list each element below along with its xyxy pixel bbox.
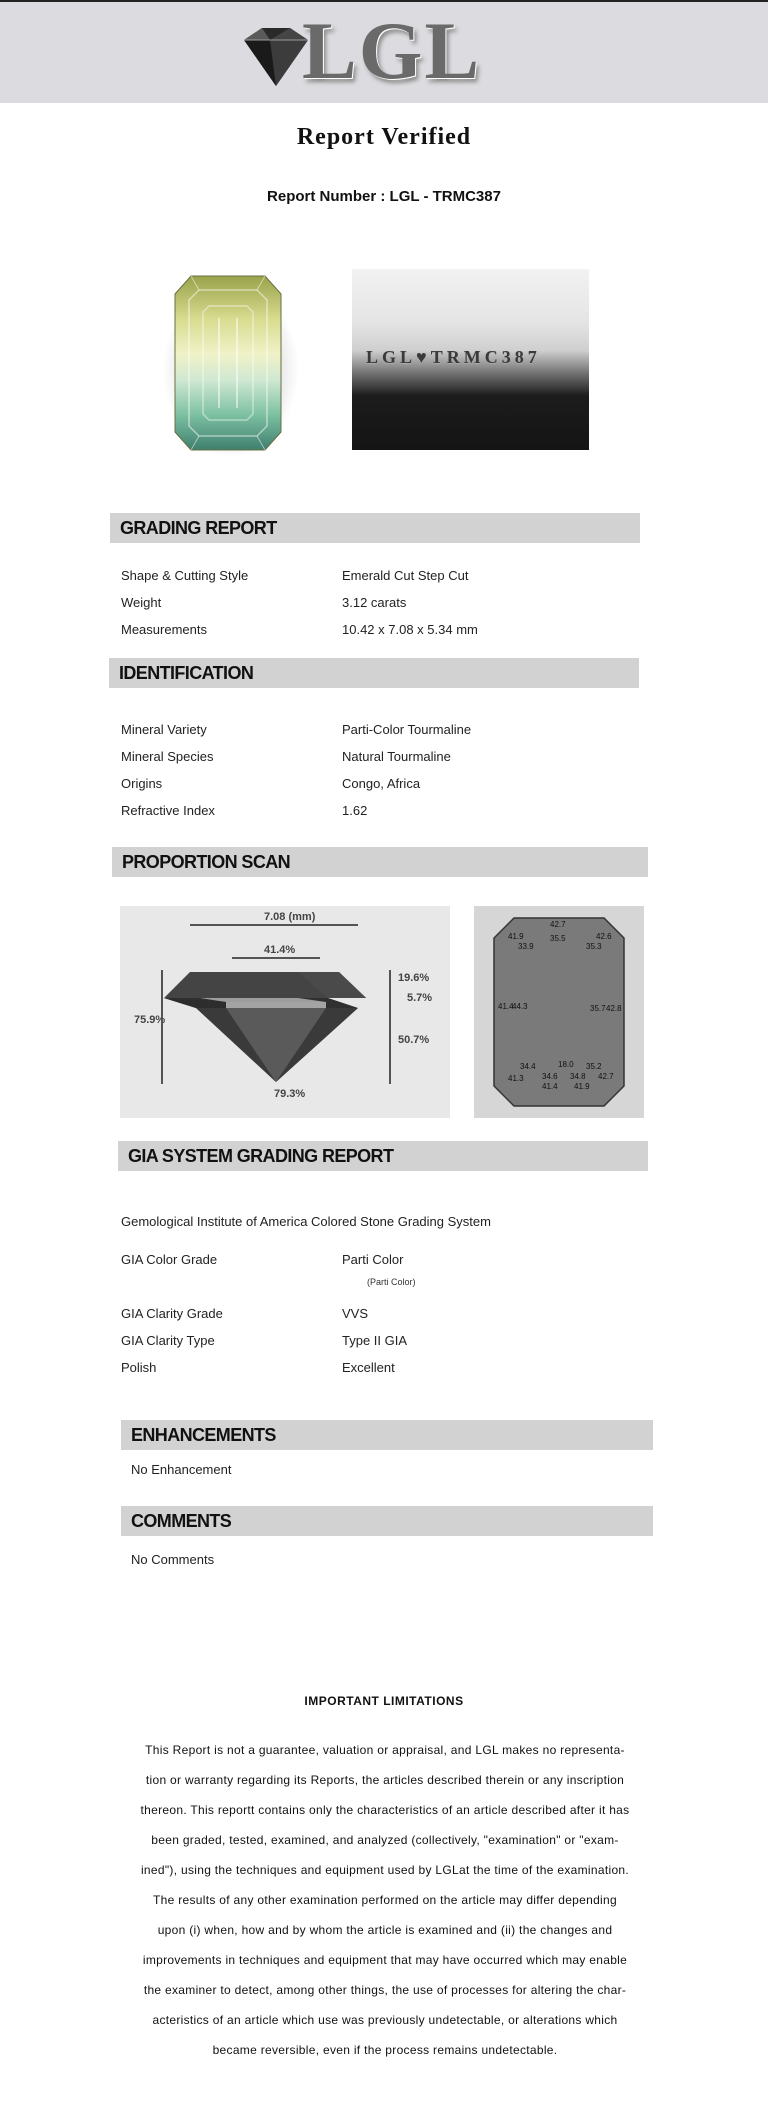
inscription-text: LGL♥TRMC387 (366, 347, 541, 367)
limitations-body (120, 1735, 650, 2065)
row-label: Weight (121, 595, 162, 610)
top-view-diagram (474, 906, 644, 1118)
limitations-line: The results of any other examination performed on the article may differ depending (153, 1893, 617, 1907)
row-value: Congo, Africa (342, 776, 421, 791)
row-label: GIA Color Grade (121, 1252, 218, 1267)
page-title: Report Verified (296, 124, 472, 150)
row-value: 10.42 x 7.08 x 5.34 mm (342, 622, 478, 637)
row-label: Mineral Species (121, 749, 214, 764)
enhancements-text: No Enhancement (131, 1462, 232, 1477)
top-view-number: 34.4 (520, 1062, 536, 1071)
logo-text: LGL (302, 5, 482, 96)
top-view-number: 35.2 (586, 1062, 602, 1071)
bottom-pct-label: 79.3% (274, 1088, 306, 1100)
inscription-photo (352, 269, 589, 450)
section-comments: COMMENTS (121, 1506, 653, 1536)
row-value: Parti Color (342, 1252, 404, 1267)
limitations-line: acteristics of an article which use was previously undetectable, or alterations which (152, 2013, 618, 2027)
limitations-line: been graded, tested, examined, and analyzed (collectively, "examination" or "exam- (151, 1833, 619, 1847)
top-view-number: 44.3 (512, 1002, 528, 1011)
limitations-line: tion or warranty regarding its Reports, the articles described therein or any inscription (145, 1773, 625, 1787)
section-gia-report: GIA SYSTEM GRADING REPORT (118, 1141, 648, 1171)
top-view-number: 35.3 (586, 942, 602, 951)
top-view-number: 42.8 (606, 1004, 622, 1013)
row-label: Polish (121, 1360, 157, 1375)
top-view-number: 41.3 (508, 1074, 524, 1083)
top-view-number: 42.7 (550, 920, 566, 929)
row-label: Shape & Cutting Style (121, 568, 249, 583)
top-view-number: 35.7 (590, 1004, 606, 1013)
row-value: Emerald Cut Step Cut (342, 568, 469, 583)
row-value: Natural Tourmaline (342, 749, 451, 764)
pavilion-depth-label: 50.7% (398, 1034, 430, 1046)
lgl-logo[interactable] (232, 5, 492, 98)
comments-text: No Comments (131, 1552, 215, 1567)
gem-photo (133, 270, 323, 460)
row-value: VVS (342, 1306, 369, 1321)
row-label: Refractive Index (121, 803, 215, 818)
section-grading-report: GRADING REPORT (110, 513, 640, 543)
limitations-line: thereon. This reportt contains only the characteristics of an article described after it has (140, 1803, 630, 1817)
limitations-line: upon (i) when, how and by whom the article is examined and (ii) the changes and (157, 1923, 613, 1937)
color-grade-note: (Parti Color) (367, 1277, 416, 1287)
row-label: Mineral Variety (121, 722, 207, 737)
top-view-number: 42.7 (598, 1072, 614, 1081)
top-view-number: 33.9 (518, 942, 534, 951)
row-label: Measurements (121, 622, 207, 637)
table-pct-label: 41.4% (264, 944, 296, 956)
top-view-number: 41.9 (508, 932, 524, 941)
top-view-number: 41.4 (542, 1082, 558, 1091)
girdle-label: 5.7% (407, 992, 433, 1004)
section-identification: IDENTIFICATION (109, 658, 639, 688)
top-view-number: 41.4 (498, 1002, 514, 1011)
limitations-line: ined"), using the techniques and equipment used by LGLat the time of the examination. (140, 1863, 630, 1877)
profile-diagram (120, 906, 450, 1118)
row-label: GIA Clarity Type (121, 1333, 215, 1348)
limitations-title: IMPORTANT LIMITATIONS (304, 1694, 464, 1708)
total-depth-label: 75.9% (134, 1014, 166, 1026)
top-view-number: 41.9 (574, 1082, 590, 1091)
report-number: Report Number : LGL - TRMC387 (267, 188, 501, 205)
limitations-line: improvements in techniques and equipment that may have occurred which may enable (142, 1953, 628, 1967)
top-view-number: 34.8 (570, 1072, 586, 1081)
gia-subtitle: Gemological Institute of America Colored Stone Grading System (121, 1214, 491, 1229)
section-enhancements: ENHANCEMENTS (121, 1420, 653, 1450)
limitations-line: This Report is not a guarantee, valuation or appraisal, and LGL makes no representa- (145, 1743, 625, 1757)
top-view-number: 18.0 (558, 1060, 574, 1069)
row-value: Parti-Color Tourmaline (342, 722, 472, 737)
crown-height-label: 19.6% (398, 972, 430, 984)
row-label: Origins (121, 776, 163, 791)
top-view-number: 42.6 (596, 932, 612, 941)
row-value: Type II GIA (342, 1333, 408, 1348)
section-proportion-scan: PROPORTION SCAN (112, 847, 648, 877)
width-label: 7.08 (mm) (264, 911, 316, 923)
row-value: 3.12 carats (342, 595, 407, 610)
row-label: GIA Clarity Grade (121, 1306, 223, 1321)
row-value: 1.62 (342, 803, 368, 818)
header-banner (0, 2, 768, 103)
limitations-line: the examiner to detect, among other things, the use of processes for altering the char- (143, 1983, 627, 1997)
limitations-line: became reversible, even if the process remains undetectable. (212, 2043, 558, 2057)
top-view-number: 34.6 (542, 1072, 558, 1081)
row-value: Excellent (342, 1360, 395, 1375)
top-view-number: 35.5 (550, 934, 566, 943)
